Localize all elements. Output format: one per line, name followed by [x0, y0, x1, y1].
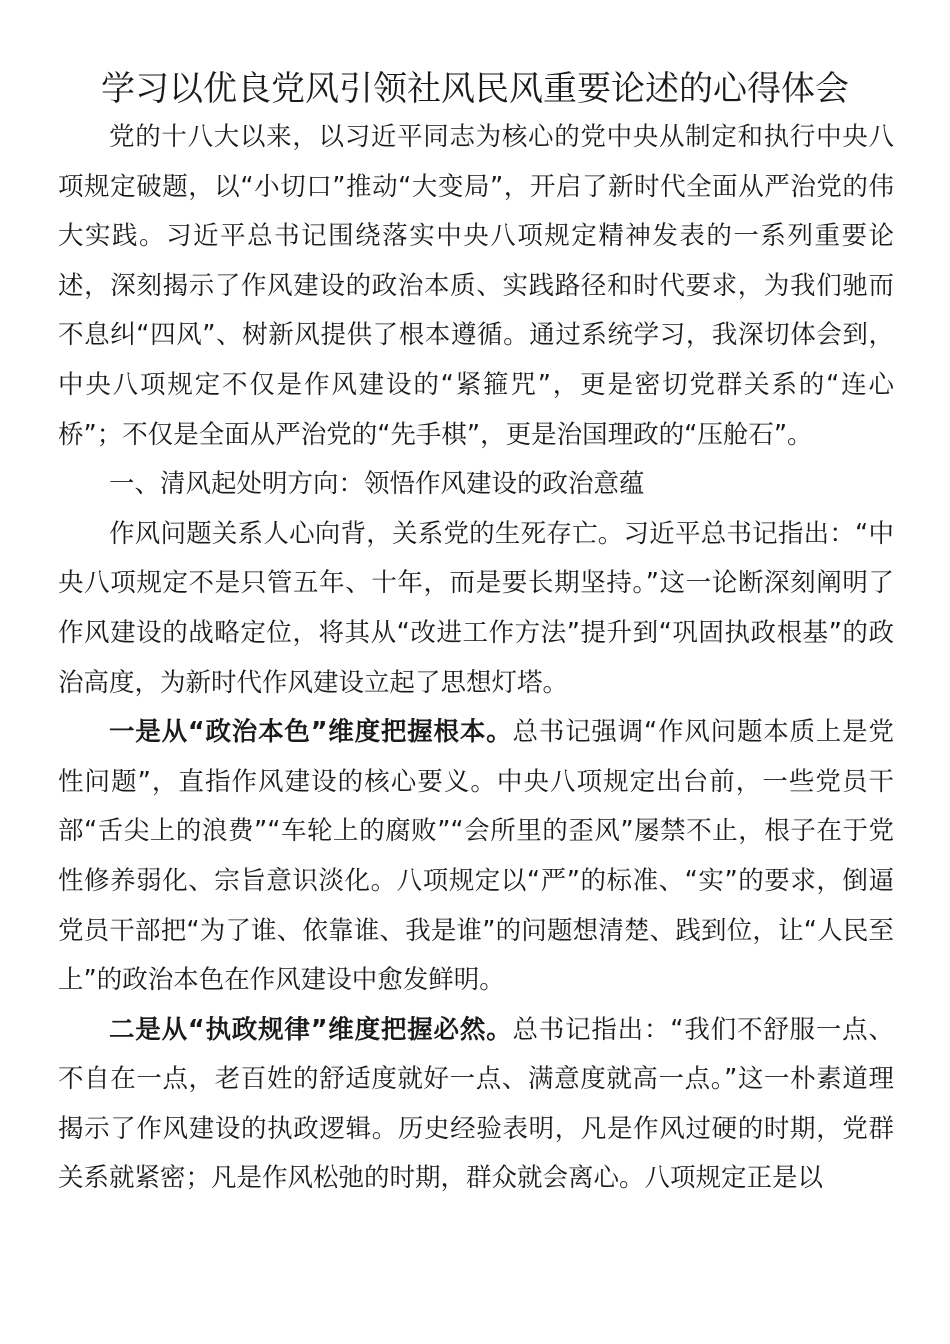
paragraph-text: 作风问题关系人心向背，关系党的生死存亡。习近平总书记指出：“中央八项规定不是只管五年、十年，而是要长期坚持。”这一论断深刻阐明了作风建设的战略定位，将其从“改进工作方法”提升到“巩固执政根基”的政治高度，为新时代作风建设立起了思想灯塔。	[58, 518, 894, 698]
section-heading-text: 一、清风起处明方向：领悟作风建设的政治意蕴	[109, 469, 645, 500]
paragraph-lead: 二是从“执政规律”维度把握必然。	[109, 1014, 513, 1045]
paragraph-lead: 一是从“政治本色”维度把握根本。	[109, 717, 513, 748]
paragraph-intro	[58, 113, 894, 460]
paragraph-point-1	[58, 708, 894, 1006]
section-heading-1	[58, 460, 894, 510]
paragraph-text: 总书记指出：“我们不舒服一点、不自在一点，老百姓的舒适度就好一点、满意度就高一点。”这一朴素道理揭示了作风建设的执政逻辑。历史经验表明，凡是作风过硬的时期，党群关系就紧密；凡是作风松弛的时期，群众就会离心。八项规定正是以	[58, 1014, 894, 1194]
document-body	[58, 113, 894, 1204]
paragraph-text: 党的十八大以来，以习近平同志为核心的党中央从制定和执行中央八项规定破题，以“小切口”推动“大变局”，开启了新时代全面从严治党的伟大实践。习近平总书记围绕落实中央八项规定精神发表的一系列重要论述，深刻揭示了作风建设的政治本质、实践路径和时代要求，为我们驰而不息纠“四风”、树新风提供了根本遵循。通过系统学习，我深切体会到，中央八项规定不仅是作风建设的“紧箍咒”，更是密切党群关系的“连心桥”；不仅是全面从严治党的“先手棋”，更是治国理政的“压舱石”。	[58, 122, 894, 450]
paragraph-text: 总书记强调“作风问题本质上是党性问题”，直指作风建设的核心要义。中央八项规定出台前，一些党员干部“舌尖上的浪费”“车轮上的腐败”“会所里的歪风”屡禁不止，根子在于党性修养弱化、宗旨意识淡化。八项规定以“严”的标准、“实”的要求，倒逼党员干部把“为了谁、依靠谁、我是谁”的问题想清楚、践到位，让“人民至上”的政治本色在作风建设中愈发鲜明。	[58, 717, 894, 996]
paragraph-section-1	[58, 510, 894, 708]
document-title: 学习以优良党风引领社风民风重要论述的心得体会	[101, 69, 849, 109]
paragraph-point-2	[58, 1006, 894, 1204]
